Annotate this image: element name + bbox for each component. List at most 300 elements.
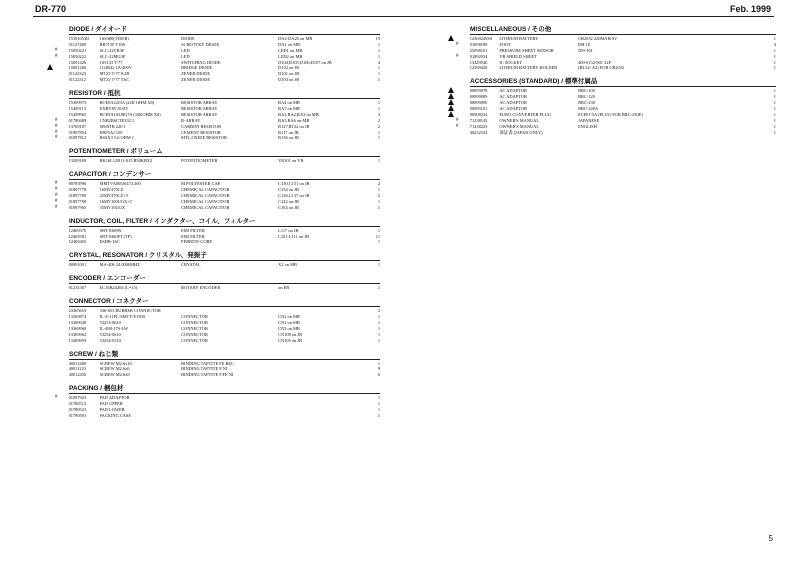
part-reference: C142 on JB [278,198,299,204]
part-quantity: 1 [377,158,381,164]
part-row [35,77,380,83]
part-reference: VR101 on VB [278,158,304,164]
part-quantity: 1 [377,187,381,193]
part-quantity: 1 [377,65,381,71]
part-quantity: 9 [377,366,381,372]
part-reference: CN105 on JB [278,337,303,343]
part-name: R-ARRAY [181,117,201,123]
section-title: MISCELLANEOUS / その他 [470,24,776,35]
part-reference: D103 on JB [278,77,300,83]
part-name: DH 18 [578,41,590,47]
part-quantity: 1 [377,239,381,245]
part-quantity: 1 [773,117,776,123]
part-row [35,205,380,211]
part-description: EC16B24204 (L=15) [99,285,138,291]
part-number: 01897923 [68,395,87,401]
part-description: SCREW M2.6x6 [99,366,130,372]
part-name: M.POLYESTER CAP. [181,181,221,187]
part-description: PAD ADAPTOR [99,395,130,401]
part-name: RESISTOR ARRAY [181,100,218,106]
part-description: CNB2B6CTE332 J [99,117,134,123]
part-name: CHEMICAL CAPACITOR [181,198,230,204]
part-name: ZENER DIODE [181,71,211,77]
part-quantity: 19 [375,36,381,41]
part-description: AC ADAPTOR [499,94,527,100]
part-name: SWITCHING DIODE [181,59,221,65]
part-quantity: 1 [773,36,776,41]
part-name: RESISTOR ARRAY [181,111,218,117]
part-description: PRESSURE SHEET SENSOR [499,47,554,53]
part-reference: C150,C151 on JB [278,181,310,187]
part-marker: # [456,41,459,47]
part-name: BINDING TAPTITE P FE NI [181,372,234,378]
part-reference: LED1 on MB [278,47,303,53]
part-reference: RA5,RA6 on MB [278,117,310,123]
part-quantity: 3 [377,111,381,117]
part-number: 15309975 [68,100,87,106]
part-name: EMI FILTER [181,227,205,233]
part-marker: # [456,123,459,129]
part-description: 1G4B42 1A/400V [99,65,132,71]
part-number: 15309965 [68,111,87,117]
part-name: MTL.OXIDE RESISTOR [181,135,227,141]
part-quantity: 1 [773,53,776,59]
page-number: 5 [768,534,773,543]
part-marker: # [456,53,459,59]
part-number: 01897965 [68,204,87,210]
part-number: 12469465 [68,239,87,245]
part-quantity: 2 [377,181,381,187]
part-quantity: 2 [377,117,381,123]
part-reference: CN108 on JB [278,331,303,337]
part-name: BRIDGE DIODE [181,65,213,71]
part-description: IC SOCKET [499,59,522,65]
part-row [436,65,776,71]
part-reference [677,130,767,136]
part-description: OWNER'S MANUAL [499,123,540,129]
part-marker [35,158,69,164]
part-description: PAD UPPER [99,401,123,407]
part-name: 400-0132-001 32P [578,59,611,65]
section-title: INDUCTOR, COIL, FILTER / インダクター、コイル、フィルター [69,216,380,227]
part-number: 15391053D [68,36,90,41]
part-description: RCE9A103J8G7A (10KOHM X8) [99,111,161,117]
part-description: SBT-0360W [99,227,122,233]
document-date: Feb. 1999 [729,4,771,14]
part-quantity: 1 [773,100,776,106]
part-marker: # [55,187,58,193]
part-quantity: 1 [377,337,381,343]
parts-section [35,169,380,210]
part-quantity: 1 [377,198,381,204]
part-description: RCE9A22J3A (22K OHM X8) [99,100,155,106]
part-name: DIODE [181,36,195,41]
part-name: BINDING TAPTITE FE BZC [181,360,234,366]
part-quantity: 1 [377,227,381,233]
part-marker [35,77,69,83]
parts-section [35,24,380,83]
part-description: MTZJ T-77 5.6C [99,77,130,83]
part-number: 01780489 [68,117,87,123]
part-description: AC ADAPTOR [499,106,527,112]
part-description: SCREW M2.6x8 [99,372,130,378]
parts-section [35,250,380,268]
parts-section [35,216,380,246]
part-number: 00908234 [469,111,488,117]
part-quantity: 1 [773,59,776,65]
part-number: 00783990 [68,181,87,187]
part-number: 13369962 [68,331,87,337]
part-marker: # [55,123,58,129]
part-name: LED [181,53,190,59]
part-number: 00801001 [68,262,87,268]
part-marker: # [55,129,58,135]
parts-section [436,24,776,71]
part-marker: # [55,47,58,53]
part-number: 12369249S0 [469,36,492,41]
part-description: 35MV10UGX [99,204,125,210]
part-description: VR SHIELD SHEET [499,53,537,59]
part-number: 13369928 [68,319,87,325]
part-quantity: 11 [375,233,381,239]
part-number: 40232334 [469,129,488,135]
part-number: 13369959 [68,337,87,343]
part-number: 01122323 [68,71,86,77]
part-number: 01231367 [68,285,87,291]
part-marker: # [55,117,58,123]
part-number: 15050221 [68,47,87,53]
part-name: FERRITE-CORE [181,239,213,245]
part-description: EXBV8V103JV [99,106,129,112]
part-number: 15091426 [68,59,87,65]
part-number: 13429546 [469,59,488,65]
part-description: 16MV470CZ [99,187,124,193]
part-marker [35,239,69,245]
part-description: SCREW M2.6x10 [99,360,132,366]
part-quantity: 1 [377,100,381,106]
part-quantity: 1 [773,111,776,117]
part-reference: R117 on JB [278,129,299,135]
part-quantity: 1 [377,47,381,53]
part-name: BRC-230 [578,100,595,106]
part-reference [677,65,767,71]
part-marker [35,285,69,291]
part-reference: C136,C137 on JB [278,193,310,199]
part-reference: LED2 on MB [278,53,303,59]
part-name: (BL32~A2) FOR CR2032 [578,65,625,71]
part-name: BINDING TAPTITE P NI [181,366,228,372]
part-quantity: 1 [377,325,381,331]
part-description: 53254-0610 [99,331,121,337]
part-quantity: 1 [377,360,381,366]
part-description: RSSX3 5.6 OHM J [99,135,134,141]
part-reference: DA2-DA20 on MB [278,36,313,41]
part-quantity: 1 [377,319,381,325]
part-number: 01807778 [68,187,87,193]
part-name: POTENTIOMETER [181,158,218,164]
part-quantity: 2 [377,308,381,314]
parts-section [35,146,380,164]
part-name: EMI FILTER [181,233,205,239]
part-marker: # [55,204,58,210]
section-title: SCREW / ねじ類 [69,349,380,360]
part-quantity: 1 [377,406,381,412]
part-name [181,413,278,419]
part-quantity: 1 [377,331,381,337]
parts-section [436,76,776,135]
part-description: IL-Z-11PL-SMTY-E1500 [99,314,145,320]
section-title: CONNECTOR / コネクター [69,296,380,307]
part-description: LITHIUM BATTERY [499,36,539,41]
part-description: AC ADAPTOR [499,100,527,106]
part-description: RB715F T106 [99,41,125,47]
part-quantity: 1 [377,77,381,83]
section-title: PACKING / 梱包材 [69,383,380,394]
part-description: SBT-0460FT (TP) [99,233,132,239]
part-reference: D102 on JB [278,65,300,71]
part-quantity: 4 [773,41,776,47]
part-quantity: 1 [773,123,776,129]
part-number: 00899089 [469,94,488,100]
part-number: 13369968 [68,325,87,331]
part-name [578,130,676,136]
section-title: ACCESSORIES (STANDARD) / 標準付属品 [470,76,776,87]
part-description: 53253-0610 [99,319,121,325]
part-number: 25098101 [469,47,488,53]
part-name: ECP01-5A (PLUG FOR BRC-230E) [578,111,643,117]
part-reference: C163 on JB [278,204,299,210]
part-number: 23365653 [68,308,87,314]
model-name: DR-770 [35,4,67,14]
part-number: 40011223 [68,366,86,372]
part-quantity: 1 [377,129,381,135]
part-number: 01898189 [469,41,488,47]
part-name: CONNECTOR [181,337,208,343]
part-row [35,285,380,291]
part-row [35,135,380,141]
part-reference: on EB [278,285,290,291]
part-description: SR/BTR 220 J [99,123,126,129]
part-marker: # [55,53,58,59]
part-quantity: 1 [377,401,381,407]
part-description: OWNER'S MANUAL [499,117,540,123]
part-reference: X1 on MB [278,262,297,268]
part-description: AC ADAPTOR [499,88,527,94]
part-row [436,130,776,136]
section-title: ENCODER / エンコーダー [69,273,380,284]
section-title: RESISTOR / 抵抗 [69,88,380,99]
part-reference [278,372,370,378]
part-name: CHEMICAL CAPACITOR [181,187,230,193]
part-description: EURO CONVERTER PLUG [499,111,552,117]
part-name: BRC-240A [578,106,599,112]
part-description: SLC-22VR3F [99,47,125,53]
part-name: BRC-120 [578,94,595,100]
part-number: 00899101 [469,106,488,112]
part-quantity: 1 [377,106,381,112]
part-row [35,239,380,245]
part-name: BRC-100 [578,88,595,94]
part-reference: RA1,RA2,RA3 on MB [278,111,319,117]
part-number: 71238145 [469,117,488,123]
part-description: MA-406 24.0000MHZ [99,262,140,268]
part-quantity: 2 [377,123,381,129]
part-quantity: 1 [377,314,381,320]
part-number: 01780523 [68,406,87,412]
part-description: 1SS380(TE85R) [99,36,129,41]
part-description: PAD LOWER [99,406,125,412]
part-quantity: 4 [377,59,381,65]
part-marker: # [55,193,58,199]
part-row [35,262,380,268]
part-reference: L101-L111 on JB [278,233,310,239]
part-description: ERF5AJ 150 [99,129,123,135]
part-quantity: 1 [377,53,381,59]
part-number: 01127489 [68,41,86,47]
part-row [35,158,380,164]
part-reference [278,413,370,419]
left-parts-column [35,24,380,424]
part-reference: CN2 on MB [278,314,300,320]
part-marker [35,338,69,344]
part-description: 16MV100UGX+T [99,198,133,204]
part-description: MMTVA005J0474 200 [99,181,141,187]
parts-section [35,383,380,419]
part-name: CONNECTOR [181,314,208,320]
part-reference: CN1 on MB [278,319,300,325]
part-description: LITHIUM BATTERY HOLDER [499,65,558,71]
parts-section [35,273,380,291]
part-description: PACKING CASE [99,412,132,418]
part-number: 01897790 [68,198,87,204]
part-quantity: 2 [377,193,381,199]
part-quantity: 1 [773,129,776,135]
part-number: 01897854 [68,129,87,135]
part-name: CR2032 220MAH/3V [578,36,618,41]
part-quantity: 1 [773,47,776,53]
part-number: 01780501 [68,412,87,418]
parts-section [35,88,380,141]
part-number: 13769187 [68,123,87,129]
part-marker: # [55,135,58,141]
part-reference: DA1 on MB [278,41,301,47]
part-number: 12569420 [469,65,488,71]
part-quantity: 1 [773,94,776,100]
part-marker: # [55,181,58,187]
part-number: 71238223 [469,123,488,129]
section-title: POTENTIOMETER / ボリューム [69,146,380,157]
part-description: ESDR-16C [99,239,120,245]
header-rule [33,16,774,17]
part-quantity: 1 [377,71,381,77]
part-name: 509-101 [578,47,593,53]
section-title: CRYSTAL, RESONATOR / クリスタル、発振子 [69,250,380,261]
part-number: 13369874 [68,314,87,320]
part-number: 01897812 [68,135,87,141]
part-name: CRYSTAL [181,262,201,268]
part-marker: # [55,198,58,204]
part-number: 12469370 [68,227,87,233]
part-name: JAPANESE [578,117,600,123]
right-parts-column [436,24,776,140]
part-description: 1SS133 T-77 [99,59,123,65]
part-name: CONNECTOR [181,319,208,325]
part-name: LED [181,47,190,53]
part-name: CHEMICAL CAPACITOR [181,193,230,199]
part-number: 13209189 [68,158,87,164]
parts-section [35,296,380,343]
part-reference: RA7 on MB [278,106,300,112]
part-name: ZENER DIODE [181,77,211,83]
part-name: CARBON RESISTOR [181,123,222,129]
part-description: 53254-0310 [99,337,121,343]
part-number: 15409113 [68,106,86,112]
part-reference: C154 on JB [278,187,299,193]
part-reference: L117 on JB [278,227,299,233]
section-title: DIODE / ダイオード [69,24,380,35]
part-description: 25MV470CZ+T [99,193,129,199]
parts-section [35,349,380,379]
part-number: 01897789 [68,193,87,199]
part-name: CONNECTOR [181,331,208,337]
part-quantity: 1 [773,88,776,94]
part-description: RK16L12B11-015 B50KBX2 [99,158,153,164]
part-marker [35,262,69,268]
part-number: 40012456 [68,372,87,378]
part-marker [35,372,69,378]
part-quantity: 6 [377,372,381,378]
part-quantity: 1 [377,285,381,291]
part-name: CONNECTOR [181,325,208,331]
part-marker [436,130,470,136]
part-name: RESISTOR ARRAY [181,106,218,112]
part-number: 12469381 [68,233,87,239]
part-number: 00899090 [469,100,488,106]
part-name: ENGLISH [578,123,597,129]
part-number: 15050222 [68,53,87,59]
part-quantity: 1 [377,412,381,418]
part-description: FOOT [499,41,511,47]
part-reference: D104,D105,D106,D107 on JB [278,59,332,65]
part-name: SCHOTTKY DIODE [181,41,220,47]
part-row [35,372,380,378]
part-reference: CN3 on MB [278,325,300,331]
part-description: 336-653 RUBBER CONNECTOR [99,308,161,314]
section-title: CAPACITOR / コンデンサー [69,169,380,180]
part-description: 保証書 (JAPAN ONLY) [499,129,543,135]
part-number: 01780512 [68,401,87,407]
part-quantity: 1 [773,106,776,112]
part-number: 01122312 [68,77,86,83]
part-description: IL-408-17S-LW [99,325,129,331]
part-quantity: 1 [377,204,381,210]
part-description: MTZJ T-77 8.2B [99,71,130,77]
part-quantity: 1 [377,135,381,141]
part-number: 00899078 [469,88,488,94]
part-quantity: 1 [377,395,381,401]
part-marker [436,65,470,71]
part-reference [278,239,370,245]
part-name: CHEMICAL CAPACITOR [181,204,230,210]
part-marker [35,413,69,419]
part-row [35,413,380,419]
part-quantity: 1 [377,41,381,47]
part-reference: R136 on JB [278,135,299,141]
part-quantity: 1 [377,262,381,268]
part-number: 15081260 [68,65,87,71]
part-number: 40012489 [68,360,87,366]
part-name: ROTARY ENCODER [181,285,221,291]
